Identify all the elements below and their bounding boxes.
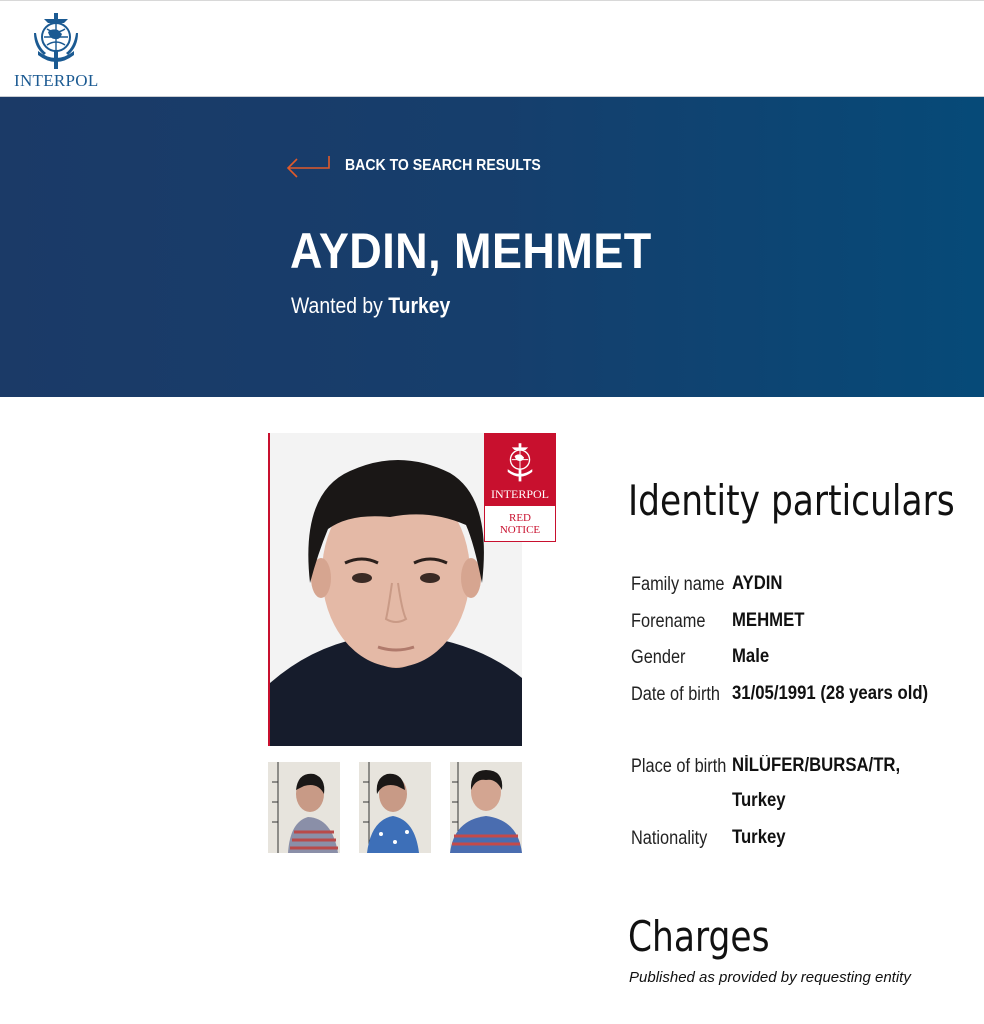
wanted-by-country: Turkey xyxy=(388,293,451,318)
thumbnail-profile-left[interactable] xyxy=(268,762,340,853)
detail-value: Male xyxy=(732,646,770,667)
charges-section-title: Charges xyxy=(628,912,770,961)
interpol-logo-text: INTERPOL xyxy=(14,71,99,90)
thumbnail-image xyxy=(268,762,340,853)
charges-subtitle: Published as provided by requesting entity xyxy=(629,969,911,986)
detail-value: AYDIN xyxy=(732,573,783,594)
red-notice-badge xyxy=(484,433,556,542)
wanted-person-name: AYDIN, MEHMET xyxy=(290,223,652,279)
thumbnail-image xyxy=(359,762,431,853)
thumbnail-image xyxy=(450,762,522,853)
badge-org-text: INTERPOL xyxy=(491,487,549,501)
detail-label: Gender xyxy=(631,647,686,668)
interpol-emblem-icon xyxy=(505,441,535,485)
thumbnail-profile-right[interactable] xyxy=(359,762,431,853)
detail-value: NİLÜFER/BURSA/TR, Turkey xyxy=(732,755,901,811)
site-header xyxy=(0,0,984,97)
back-arrow-icon xyxy=(285,154,331,178)
detail-value: Turkey xyxy=(732,827,786,848)
wanted-by-line xyxy=(291,293,450,319)
back-to-search-label: BACK TO SEARCH RESULTS xyxy=(345,157,541,174)
interpol-emblem-icon xyxy=(34,13,78,71)
identity-section-title: Identity particulars xyxy=(628,476,955,525)
badge-notice-line2: NOTICE xyxy=(499,524,541,536)
detail-value: MEHMET xyxy=(732,610,805,631)
detail-label: Nationality xyxy=(631,828,708,849)
detail-label: Date of birth xyxy=(631,684,721,705)
thumbnail-front[interactable] xyxy=(450,762,522,853)
badge-notice-type xyxy=(485,512,555,536)
back-to-search-link[interactable] xyxy=(285,153,568,179)
notice-hero-banner xyxy=(0,97,984,397)
detail-label: Family name xyxy=(631,574,725,595)
detail-label: Place of birth xyxy=(631,756,727,777)
interpol-logo[interactable] xyxy=(14,13,98,91)
wanted-by-prefix: Wanted by xyxy=(291,293,383,318)
badge-notice-line1: RED xyxy=(509,512,531,524)
badge-emblem-area xyxy=(485,434,555,506)
detail-value: 31/05/1991 (28 years old) xyxy=(732,683,929,704)
detail-label: Forename xyxy=(631,611,706,632)
